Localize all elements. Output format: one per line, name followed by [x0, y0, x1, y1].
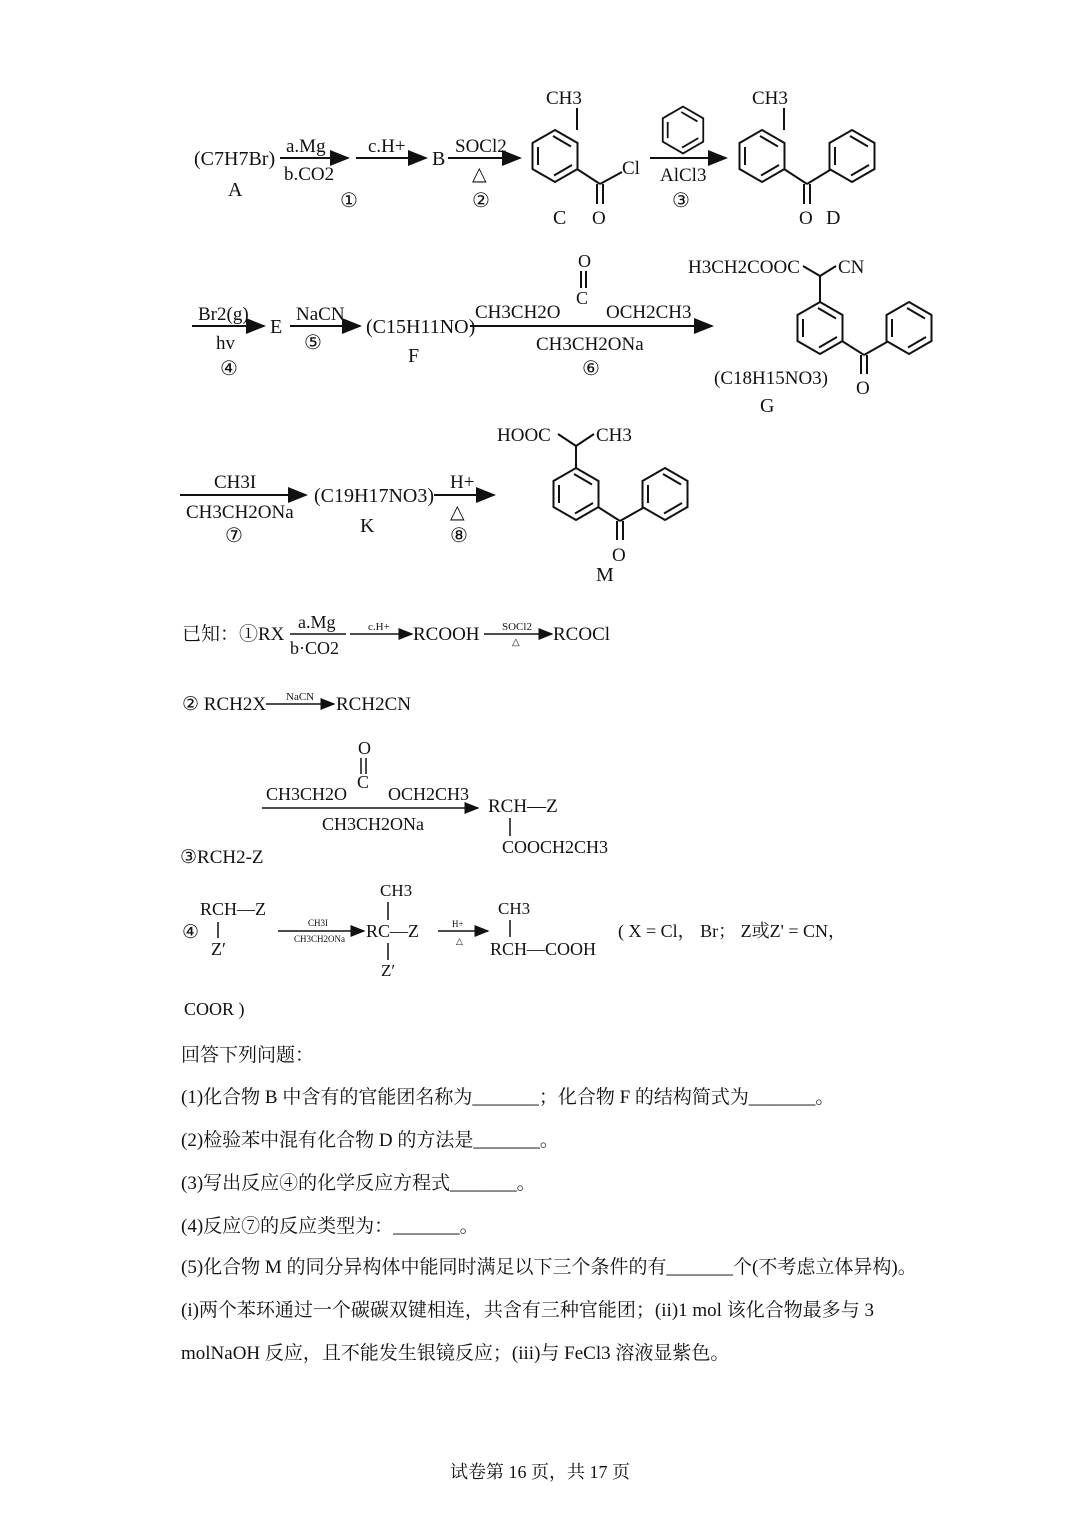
compound-M-ring-1 — [554, 468, 599, 520]
step6-reagent-left: CH3CH2O — [475, 302, 561, 323]
question-5-condition-2: molNaOH 反应，且不能发生银镜反应；(iii)与 FeCl3 溶液显紫色。 — [181, 1343, 730, 1364]
compound-M-methyl: CH3 — [596, 425, 632, 446]
step3-number: ③ — [672, 190, 690, 212]
known4-number: ④ — [182, 922, 200, 943]
step7-reagent: CH3I — [214, 472, 257, 493]
known1-reagent-a: a.Mg — [298, 612, 336, 632]
benzene-reagent-ring — [663, 107, 704, 154]
step7-base: CH3CH2ONa — [186, 502, 294, 523]
known4-start-bottom: Z′ — [211, 939, 226, 959]
known-intro: 已知：①RX — [182, 624, 285, 645]
known3-oxygen: O — [358, 738, 371, 758]
known1-socl2: SOCl2 — [502, 621, 532, 633]
step4-condition: hv — [216, 333, 235, 354]
questions-intro: 回答下列问题： — [181, 1045, 315, 1066]
question-2: (2)检验苯中混有化合物 D 的方法是_______。 — [181, 1130, 559, 1151]
known4-product: RCH—COOH — [490, 939, 597, 959]
compound-D-oxygen: O — [799, 208, 813, 229]
compound-A-formula: (C7H7Br) — [194, 148, 276, 170]
known3-carbon: C — [357, 772, 370, 792]
compound-D-label: D — [826, 207, 841, 229]
compound-G-oxygen: O — [856, 378, 870, 399]
question-4: (4)反应⑦的反应类型为：_______。 — [181, 1216, 479, 1237]
compound-B-label: B — [432, 148, 446, 170]
compound-G-formula: (C18H15NO3) — [714, 368, 828, 389]
question-5: (5)化合物 M 的同分异构体中能同时满足以下三个条件的有_______个(不考虑立体异构)。 — [181, 1257, 917, 1278]
known1-reagent-b: b·CO2 — [290, 638, 339, 658]
known3-product-top: RCH—Z — [488, 796, 558, 817]
step7-number: ⑦ — [225, 525, 243, 547]
compound-G-label: G — [760, 395, 775, 417]
known4-acid: H+ — [452, 919, 464, 929]
page-footer: 试卷第 16 页，共 17 页 — [450, 1462, 630, 1482]
compound-C-chlorine: Cl — [622, 158, 640, 179]
step5-number: ⑤ — [304, 332, 322, 354]
known1-rcooh: RCOOH — [413, 624, 480, 645]
step8-reagent: H+ — [450, 472, 475, 493]
known1-reagent-c: c.H+ — [368, 621, 390, 633]
compound-G-ring-1 — [798, 302, 843, 354]
step2-condition: △ — [472, 164, 487, 185]
known4-start-top: RCH—Z — [200, 899, 267, 919]
compound-C-ring — [533, 130, 578, 182]
compound-G-ester: H3CH2COOC — [688, 257, 800, 278]
known4-product-methyl: CH3 — [498, 899, 531, 918]
step6-reagent-right: OCH2CH3 — [606, 302, 692, 323]
step8-number: ⑧ — [450, 525, 468, 547]
compound-F-label: F — [408, 345, 420, 367]
step1-reagent-a: a.Mg — [286, 136, 326, 157]
known4-reagent-bottom: CH3CH2ONa — [294, 934, 345, 944]
known4-note-continued: COOR ) — [184, 999, 245, 1019]
compound-F-formula: (C15H11NO) — [366, 316, 476, 338]
compound-K-formula: (C19H17NO3) — [314, 485, 434, 507]
step8-condition: △ — [450, 502, 465, 523]
known3-left: CH3CH2O — [266, 784, 348, 804]
step1-number: ① — [340, 190, 358, 212]
compound-K-label: K — [360, 515, 375, 537]
step6-reagent-oxygen: O — [578, 251, 591, 271]
known1-rcocl: RCOCl — [553, 624, 611, 645]
compound-D-methyl: CH3 — [752, 88, 788, 109]
compound-E-label: E — [270, 316, 283, 338]
compound-D-ring-1 — [740, 130, 785, 182]
step2-number: ② — [472, 190, 490, 212]
known4-delta: △ — [456, 936, 463, 946]
step3-catalyst: AlCl3 — [660, 165, 707, 186]
compound-C-label: C — [553, 207, 567, 229]
compound-C-methyl: CH3 — [546, 88, 582, 109]
compound-M-oxygen: O — [612, 545, 626, 566]
question-5-condition-1: (i)两个苯环通过一个碳碳双键相连，共含有三种官能团；(ii)1 mol 该化合物最多与 3 — [181, 1300, 874, 1321]
known3-start: ③RCH2-Z — [180, 847, 264, 868]
known2-reagent: NaCN — [286, 691, 315, 703]
compound-C-oxygen: O — [592, 208, 606, 229]
compound-A-label: A — [228, 179, 243, 201]
known3-base: CH3CH2ONa — [322, 814, 424, 834]
step4-number: ④ — [220, 358, 238, 380]
known4-reagent-top: CH3I — [308, 918, 328, 928]
known4-mid-methyl: CH3 — [380, 881, 413, 900]
known4-note: ( X = Cl， Br； Z或Z' = CN， — [618, 921, 847, 941]
compound-G-ring-2 — [887, 302, 932, 354]
compound-M-acid: HOOC — [497, 425, 551, 446]
step1-reagent-c: c.H+ — [368, 136, 406, 157]
step4-reagent: Br2(g) — [198, 304, 249, 325]
step6-number: ⑥ — [582, 358, 600, 380]
question-1: (1)化合物 B 中含有的官能团名称为_______；化合物 F 的结构简式为_______。 — [181, 1087, 835, 1108]
step5-reagent: NaCN — [296, 304, 345, 325]
known1-delta: △ — [512, 637, 520, 648]
step6-reagent-carbon: C — [576, 288, 589, 308]
known3-right: OCH2CH3 — [388, 784, 470, 804]
compound-D-ring-2 — [830, 130, 875, 182]
question-3: (3)写出反应④的化学反应方程式_______。 — [181, 1173, 536, 1194]
step1-reagent-b: b.CO2 — [284, 164, 335, 185]
step2-reagent: SOCl2 — [455, 136, 507, 157]
compound-G-nitrile: CN — [838, 257, 865, 278]
known2-product: RCH2CN — [336, 694, 411, 715]
compound-M-ring-2 — [643, 468, 688, 520]
known2-start: ② RCH2X — [182, 694, 267, 715]
known4-mid: RC—Z — [366, 921, 420, 941]
known3-product-bottom: COOCH2CH3 — [502, 837, 609, 857]
step6-base: CH3CH2ONa — [536, 334, 644, 355]
compound-M-label: M — [596, 564, 614, 586]
known4-mid-bottom: Z′ — [381, 961, 396, 980]
